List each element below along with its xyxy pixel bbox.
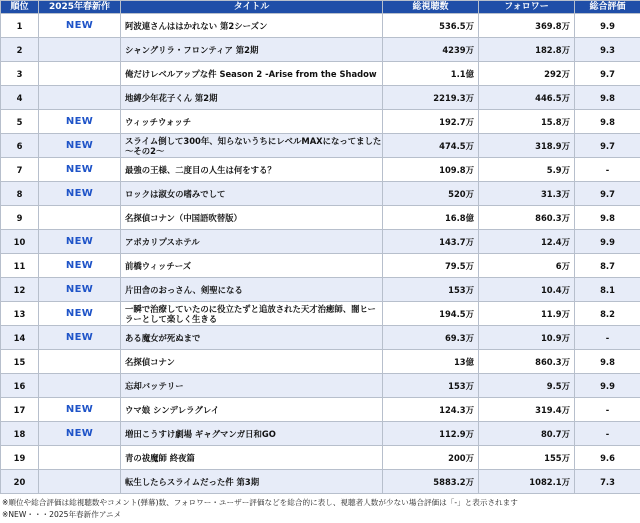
new-badge: NEW <box>39 278 121 302</box>
new-badge <box>39 374 121 398</box>
score-cell: 9.9 <box>575 374 640 398</box>
followers-cell: 860.3万 <box>479 206 575 230</box>
header-followers: フォロワー <box>479 1 575 14</box>
views-cell: 112.9万 <box>383 422 479 446</box>
new-badge <box>39 470 121 494</box>
title-cell: シャングリラ・フロンティア 第2期 <box>121 38 383 62</box>
followers-cell: 10.4万 <box>479 278 575 302</box>
title-cell: 片田舎のおっさん、剣聖になる <box>121 278 383 302</box>
title-cell: 地縛少年花子くん 第2期 <box>121 86 383 110</box>
new-badge: NEW <box>39 230 121 254</box>
followers-cell: 318.9万 <box>479 134 575 158</box>
views-cell: 1.1億 <box>383 62 479 86</box>
rank-cell: 1 <box>1 14 39 38</box>
new-badge: NEW <box>39 326 121 350</box>
header-views: 総視聴数 <box>383 1 479 14</box>
table-row <box>1 302 640 326</box>
rank-cell: 6 <box>1 134 39 158</box>
title-cell: 青の祓魔師 終夜篇 <box>121 446 383 470</box>
title-cell: ロックは淑女の嗜みでして <box>121 182 383 206</box>
table-row <box>1 254 640 278</box>
followers-cell: 6万 <box>479 254 575 278</box>
score-cell: 9.9 <box>575 230 640 254</box>
table-row <box>1 350 640 374</box>
views-cell: 520万 <box>383 182 479 206</box>
followers-cell: 5.9万 <box>479 158 575 182</box>
table-row <box>1 182 640 206</box>
table-row <box>1 398 640 422</box>
title-cell: 名探偵コナン（中国語吹替版） <box>121 206 383 230</box>
followers-cell: 182.8万 <box>479 38 575 62</box>
new-badge <box>39 38 121 62</box>
table-row <box>1 326 640 350</box>
title-cell: 増田こうすけ劇場 ギャグマンガ日和GO <box>121 422 383 446</box>
followers-cell: 15.8万 <box>479 110 575 134</box>
followers-cell: 11.9万 <box>479 302 575 326</box>
title-cell: 阿波連さんははかれない 第2シーズン <box>121 14 383 38</box>
score-cell: 9.8 <box>575 86 640 110</box>
followers-cell: 12.4万 <box>479 230 575 254</box>
rank-cell: 8 <box>1 182 39 206</box>
views-cell: 192.7万 <box>383 110 479 134</box>
followers-cell: 155万 <box>479 446 575 470</box>
score-cell: 9.8 <box>575 206 640 230</box>
footnotes <box>2 497 638 521</box>
views-cell: 474.5万 <box>383 134 479 158</box>
rank-cell: 2 <box>1 38 39 62</box>
title-cell: アポカリプスホテル <box>121 230 383 254</box>
table-body <box>1 14 640 494</box>
score-cell: 9.7 <box>575 182 640 206</box>
score-cell: 9.6 <box>575 446 640 470</box>
rank-cell: 13 <box>1 302 39 326</box>
footnote-score: ※順位や総合評価は総視聴数やコメント(弾幕)数、フォロワー・ユーザー評価などを総合的に表し、視聴者人数が少ない場合評価は「-」と表示されます <box>2 498 518 507</box>
header-rank: 順位 <box>1 1 39 14</box>
score-cell: 7.3 <box>575 470 640 494</box>
table-row <box>1 278 640 302</box>
views-cell: 200万 <box>383 446 479 470</box>
followers-cell: 319.4万 <box>479 398 575 422</box>
new-badge <box>39 86 121 110</box>
views-cell: 109.8万 <box>383 158 479 182</box>
header-title: タイトル <box>121 1 383 14</box>
rank-cell: 20 <box>1 470 39 494</box>
table-header-row <box>1 1 640 14</box>
views-cell: 13億 <box>383 350 479 374</box>
rank-cell: 7 <box>1 158 39 182</box>
score-cell: 9.9 <box>575 14 640 38</box>
new-badge: NEW <box>39 134 121 158</box>
rank-cell: 3 <box>1 62 39 86</box>
followers-cell: 9.5万 <box>479 374 575 398</box>
title-cell: ウィッチウォッチ <box>121 110 383 134</box>
table-row <box>1 470 640 494</box>
new-badge: NEW <box>39 14 121 38</box>
score-cell: - <box>575 422 640 446</box>
views-cell: 153万 <box>383 374 479 398</box>
views-cell: 153万 <box>383 278 479 302</box>
title-cell: 名探偵コナン <box>121 350 383 374</box>
table-row <box>1 374 640 398</box>
new-badge <box>39 350 121 374</box>
table-row <box>1 158 640 182</box>
followers-cell: 10.9万 <box>479 326 575 350</box>
score-cell: - <box>575 326 640 350</box>
title-cell: ある魔女が死ぬまで <box>121 326 383 350</box>
rank-cell: 12 <box>1 278 39 302</box>
footnote-new: ※NEW・・・2025年春新作アニメ <box>2 510 122 519</box>
title-cell: 転生したらスライムだった件 第3期 <box>121 470 383 494</box>
rank-cell: 5 <box>1 110 39 134</box>
rank-cell: 14 <box>1 326 39 350</box>
rank-cell: 18 <box>1 422 39 446</box>
new-badge: NEW <box>39 422 121 446</box>
score-cell: 9.3 <box>575 38 640 62</box>
rank-cell: 17 <box>1 398 39 422</box>
views-cell: 16.8億 <box>383 206 479 230</box>
score-cell: 9.8 <box>575 350 640 374</box>
title-cell: スライム倒して300年、知らないうちにレベルMAXになってました ～その2～ <box>121 134 383 158</box>
table-row <box>1 422 640 446</box>
views-cell: 4239万 <box>383 38 479 62</box>
followers-cell: 1082.1万 <box>479 470 575 494</box>
table-row <box>1 230 640 254</box>
followers-cell: 31.3万 <box>479 182 575 206</box>
table-row <box>1 206 640 230</box>
table-row <box>1 38 640 62</box>
rank-cell: 4 <box>1 86 39 110</box>
views-cell: 5883.2万 <box>383 470 479 494</box>
new-badge <box>39 206 121 230</box>
table-row <box>1 446 640 470</box>
new-badge: NEW <box>39 158 121 182</box>
followers-cell: 369.8万 <box>479 14 575 38</box>
score-cell: 8.1 <box>575 278 640 302</box>
score-cell: 9.7 <box>575 134 640 158</box>
score-cell: 9.7 <box>575 62 640 86</box>
header-score: 総合評価 <box>575 1 640 14</box>
views-cell: 2219.3万 <box>383 86 479 110</box>
header-new: 2025年春新作 <box>39 1 121 14</box>
title-cell: 俺だけレベルアップな件 Season 2 -Arise from the Shadow <box>121 62 383 86</box>
title-cell: 最強の王様、二度目の人生は何をする？ <box>121 158 383 182</box>
score-cell: 8.7 <box>575 254 640 278</box>
rank-cell: 10 <box>1 230 39 254</box>
table-row <box>1 134 640 158</box>
rank-cell: 15 <box>1 350 39 374</box>
title-cell: 一瞬で治療していたのに役立たずと追放された天才治癒師、闇ヒーラーとして楽しく生きる <box>121 302 383 326</box>
table-row <box>1 86 640 110</box>
rank-cell: 11 <box>1 254 39 278</box>
table-row <box>1 62 640 86</box>
new-badge: NEW <box>39 110 121 134</box>
score-cell: - <box>575 158 640 182</box>
rank-cell: 19 <box>1 446 39 470</box>
views-cell: 79.5万 <box>383 254 479 278</box>
title-cell: ウマ娘 シンデレラグレイ <box>121 398 383 422</box>
followers-cell: 80.7万 <box>479 422 575 446</box>
views-cell: 69.3万 <box>383 326 479 350</box>
new-badge <box>39 62 121 86</box>
new-badge: NEW <box>39 302 121 326</box>
score-cell: 8.2 <box>575 302 640 326</box>
rank-cell: 9 <box>1 206 39 230</box>
score-cell: 9.8 <box>575 110 640 134</box>
views-cell: 124.3万 <box>383 398 479 422</box>
table-row <box>1 14 640 38</box>
followers-cell: 446.5万 <box>479 86 575 110</box>
views-cell: 536.5万 <box>383 14 479 38</box>
followers-cell: 860.3万 <box>479 350 575 374</box>
title-cell: 前橋ウィッチーズ <box>121 254 383 278</box>
new-badge: NEW <box>39 182 121 206</box>
new-badge: NEW <box>39 398 121 422</box>
title-cell: 忘却バッテリー <box>121 374 383 398</box>
views-cell: 194.5万 <box>383 302 479 326</box>
new-badge: NEW <box>39 254 121 278</box>
table-row <box>1 110 640 134</box>
views-cell: 143.7万 <box>383 230 479 254</box>
score-cell: - <box>575 398 640 422</box>
new-badge <box>39 446 121 470</box>
rank-cell: 16 <box>1 374 39 398</box>
followers-cell: 292万 <box>479 62 575 86</box>
